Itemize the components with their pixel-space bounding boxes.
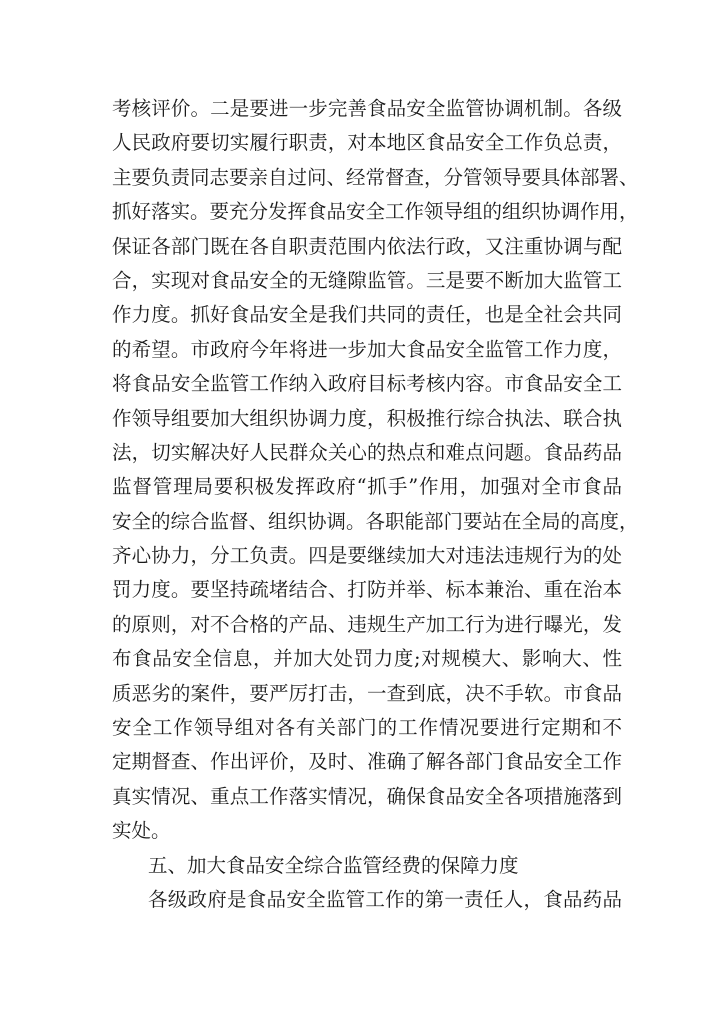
body-line-6: 合，实现对食品安全的无缝隙监管。三是要不断加大监管工: [112, 268, 622, 292]
body-line-3: 主要负责同志要亲自过问、经常督查，分管领导要具体部署、: [112, 165, 639, 189]
body-line-10: 作领导组要加大组织协调力度，积极推行综合执法、联合执: [112, 406, 622, 430]
next-paragraph-line: 各级政府是食品安全监管工作的第一责任人，食品药品: [148, 887, 622, 911]
body-line-2: 人民政府要切实履行职责，对本地区食品安全工作负总责，: [112, 131, 622, 155]
body-line-4: 抓好落实。要充分发挥食品安全工作领导组的组织协调作用，: [112, 200, 639, 224]
body-line-14: 齐心协力，分工负责。四是要继续加大对违法违规行为的处: [112, 544, 622, 568]
body-line-5: 保证各部门既在各自职责范围内依法行政，又注重协调与配: [112, 234, 622, 258]
section-heading: 五、加大食品安全综合监管经费的保障力度: [148, 853, 519, 877]
body-line-13: 安全的综合监督、组织协调。各职能部门要站在全局的高度，: [112, 509, 639, 533]
body-line-22: 实处。: [112, 819, 171, 843]
document-body: [112, 92, 639, 917]
body-line-19: 安全工作领导组对各有关部门的工作情况要进行定期和不: [112, 716, 622, 740]
body-line-16: 的原则，对不合格的产品、违规生产加工行为进行曝光，发: [112, 612, 622, 636]
body-line-8: 的希望。市政府今年将进一步加大食品安全监管工作力度，: [112, 337, 622, 361]
body-line-11: 法，切实解决好人民群众关心的热点和难点问题。食品药品: [112, 440, 622, 464]
body-line-20: 定期督查、作出评价，及时、准确了解各部门食品安全工作: [112, 750, 622, 774]
body-line-15: 罚力度。要坚持疏堵结合、打防并举、标本兼治、重在治本: [112, 578, 622, 602]
body-line-12: 监督管理局要积极发挥政府“抓手”作用，加强对全市食品: [112, 475, 622, 499]
body-line-21: 真实情况、重点工作落实情况，确保食品安全各项措施落到: [112, 784, 622, 808]
body-line-9: 将食品安全监管工作纳入政府目标考核内容。市食品安全工: [112, 372, 622, 396]
body-line-7: 作力度。抓好食品安全是我们共同的责任，也是全社会共同: [112, 303, 622, 327]
body-line-1: 考核评价。二是要进一步完善食品安全监管协调机制。各级: [112, 97, 622, 120]
body-line-18: 质恶劣的案件，要严厉打击，一查到底，决不手软。市食品: [112, 681, 622, 705]
body-line-17: 布食品安全信息，并加大处罚力度;对规模大、影响大、性: [112, 647, 622, 671]
